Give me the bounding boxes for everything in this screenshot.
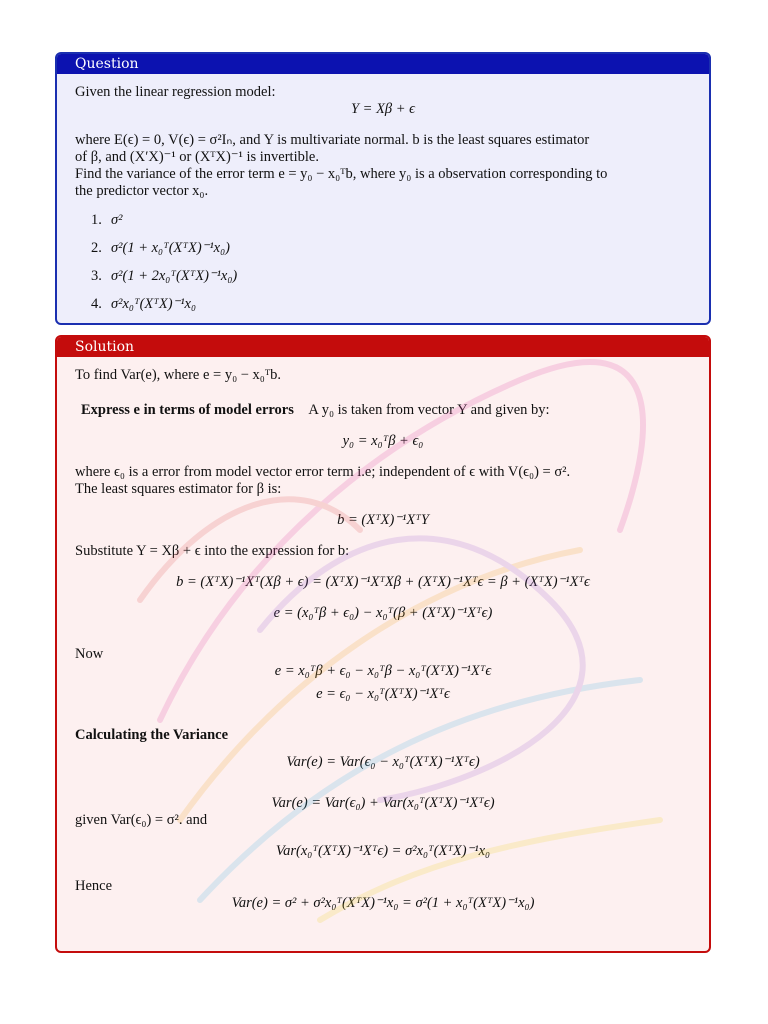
equation-var3: Var(x₀ᵀ(XᵀX)⁻¹Xᵀϵ) = σ²x₀ᵀ(XᵀX)⁻¹x₀ [275, 843, 491, 859]
lse-line: The least squares estimator for β is: [75, 481, 282, 497]
question-where-line2: of β, and (X′X)⁻¹ or (XᵀX)⁻¹ is invertible. [75, 149, 319, 165]
question-find-line1: Find the variance of the error term e = y₀ − x₀ᵀb, where y₀ is a observation corresponding to [75, 166, 608, 182]
solution-header: Solution [57, 337, 709, 357]
equation-e3: e = ϵ₀ − x₀ᵀ(XᵀX)⁻¹Xᵀϵ [316, 686, 450, 702]
calc-heading: Calculating the Variance [75, 727, 229, 743]
question-where-line1: where E(ϵ) = 0, V(ϵ) = σ²Iₙ, and Y is multivariate normal. b is the least squares estimator [75, 132, 590, 148]
equation-b: b = (XᵀX)⁻¹XᵀY [337, 512, 429, 528]
express-paragraph [75, 402, 691, 419]
now-label: Now [75, 646, 104, 662]
equation-var2: Var(e) = Var(ϵ₀) + Var(x₀ᵀ(XᵀX)⁻¹Xᵀϵ) [271, 795, 495, 811]
equation-final: Var(e) = σ² + σ²x₀ᵀ(XᵀX)⁻¹x₀ = σ²(1 + x₀ᵀ(XᵀX)⁻¹x₀) [231, 895, 535, 911]
question-find-line2: the predictor vector x₀. [75, 183, 209, 199]
model-equation: Y = Xβ + ϵ [350, 101, 416, 117]
equation-b-expanded: b = (XᵀX)⁻¹Xᵀ(Xβ + ϵ) = (XᵀX)⁻¹XᵀXβ + (XᵀX)⁻¹Xᵀϵ = β + (XᵀX)⁻¹Xᵀϵ [176, 574, 590, 590]
equation-e1: e = (x₀ᵀβ + ϵ₀) − x₀ᵀ(β + (XᵀX)⁻¹Xᵀϵ) [273, 605, 493, 621]
given-line: given Var(ϵ₀) = σ². and [75, 812, 208, 828]
substitute-line: Substitute Y = Xβ + ϵ into the expression for b: [75, 543, 350, 559]
to-find-line: To find Var(e), where e = y₀ − x₀ᵀb. [75, 367, 281, 383]
question-intro: Given the linear regression model: [75, 84, 276, 100]
express-heading: Express e in terms of model errors [81, 402, 294, 418]
question-box [55, 52, 711, 325]
equation-var1: Var(e) = Var(ϵ₀ − x₀ᵀ(XᵀX)⁻¹Xᵀϵ) [286, 754, 480, 770]
equation-e2: e = x₀ᵀβ + ϵ₀ − x₀ᵀβ − x₀ᵀ(XᵀX)⁻¹Xᵀϵ [274, 663, 492, 679]
where-e0-line: where ϵ₀ is a error from model vector error term i.e; independent of ϵ with V(ϵ₀) = σ². [75, 464, 571, 480]
option-3: 3. σ²(1 + 2x₀ᵀ(XᵀX)⁻¹x₀) [91, 268, 238, 284]
option-2: 2. σ²(1 + x₀ᵀ(XᵀX)⁻¹x₀) [91, 240, 230, 256]
question-header: Question [57, 54, 709, 74]
option-4: 4. σ²x₀ᵀ(XᵀX)⁻¹x₀ [91, 296, 197, 312]
solution-box [55, 335, 711, 953]
equation-y0: y₀ = x₀ᵀβ + ϵ₀ [342, 433, 424, 449]
hence-label: Hence [75, 878, 113, 894]
option-list [75, 212, 691, 313]
option-1: 1. σ² [91, 212, 123, 228]
express-text: A y₀ is taken from vector Y and given by: [308, 402, 550, 418]
